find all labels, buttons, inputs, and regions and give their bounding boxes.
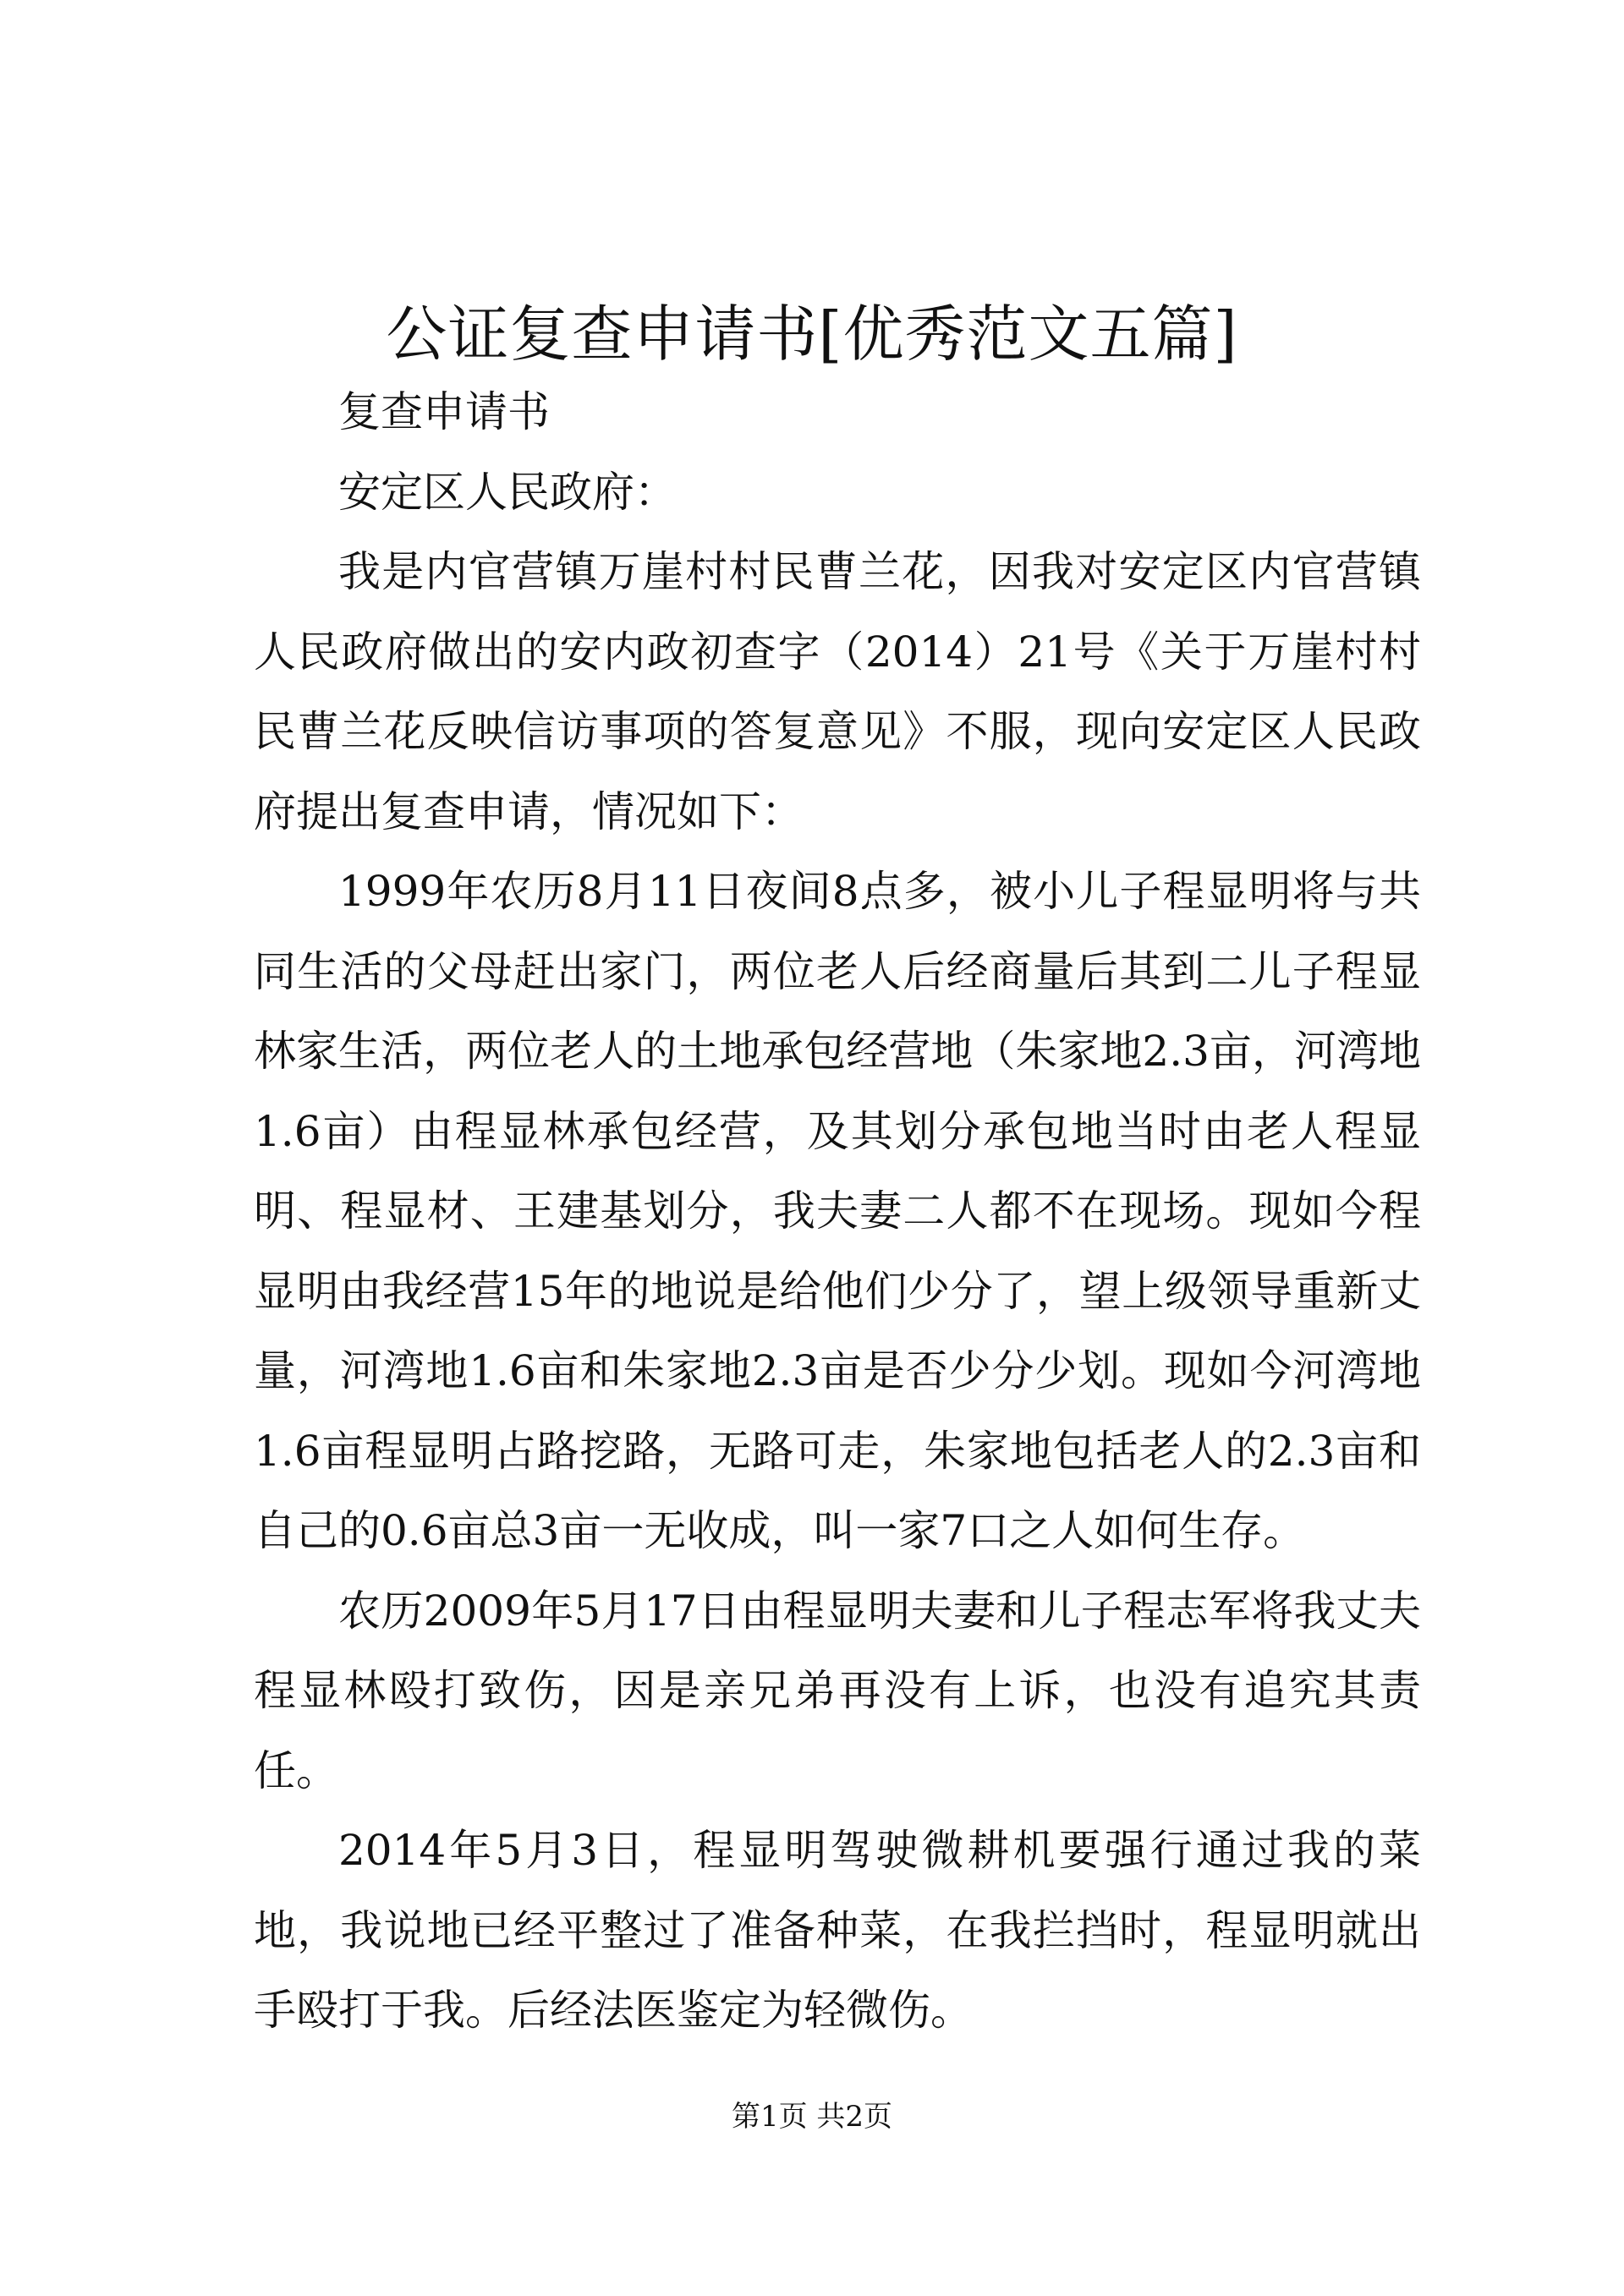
document-body — [254, 372, 1421, 2051]
paragraph: 1999年农历8月11日夜间8点多，被小儿子程显明将与共同生活的父母赶出家门，两位老人后经商量后其到二儿子程显林家生活，两位老人的土地承包经营地（朱家地2.3亩，河湾地1.6亩）由程显林承包经营，及其划分承包地当时由老人程显明、程显材、王建基划分，我夫妻二人都不在现场。现如今程显明由我经营15年的地说是给他们少分了，望上级领导重新丈量，河湾地1.6亩和朱家地2.3亩是否少分少划。现如今河湾地1.6亩程显明占路挖路，无路可走，朱家地包括老人的2.3亩和自己的0.6亩总3亩一无收成，叫一家7口之人如何生存。 — [254, 867, 1421, 1555]
page-footer: 第1页 共2页 — [731, 2100, 893, 2134]
paragraph: 我是内官营镇万崖村村民曹兰花，因我对安定区内官营镇人民政府做出的安内政初查字（2014）21号《关于万崖村村民曹兰花反映信访事项的答复意见》不服，现向安定区人民政府提出复查申请，情况如下： — [254, 547, 1421, 836]
paragraph-salutation: 安定区人民政府： — [338, 467, 677, 517]
paragraph: 2014年5月3日，程显明驾驶微耕机要强行通过我的菜地，我说地已经平整过了准备种菜，在我拦挡时，程显明就出手殴打于我。后经法医鉴定为轻微伤。 — [254, 1826, 1421, 2035]
paragraph-heading: 复查申请书 — [338, 387, 550, 436]
page-title: 公证复查申请书[优秀范文五篇] — [386, 299, 1238, 370]
paragraph: 农历2009年5月17日由程显明夫妻和儿子程志军将我丈夫程显林殴打致伤，因是亲兄弟再没有上诉，也没有追究其责任。 — [254, 1586, 1421, 1795]
